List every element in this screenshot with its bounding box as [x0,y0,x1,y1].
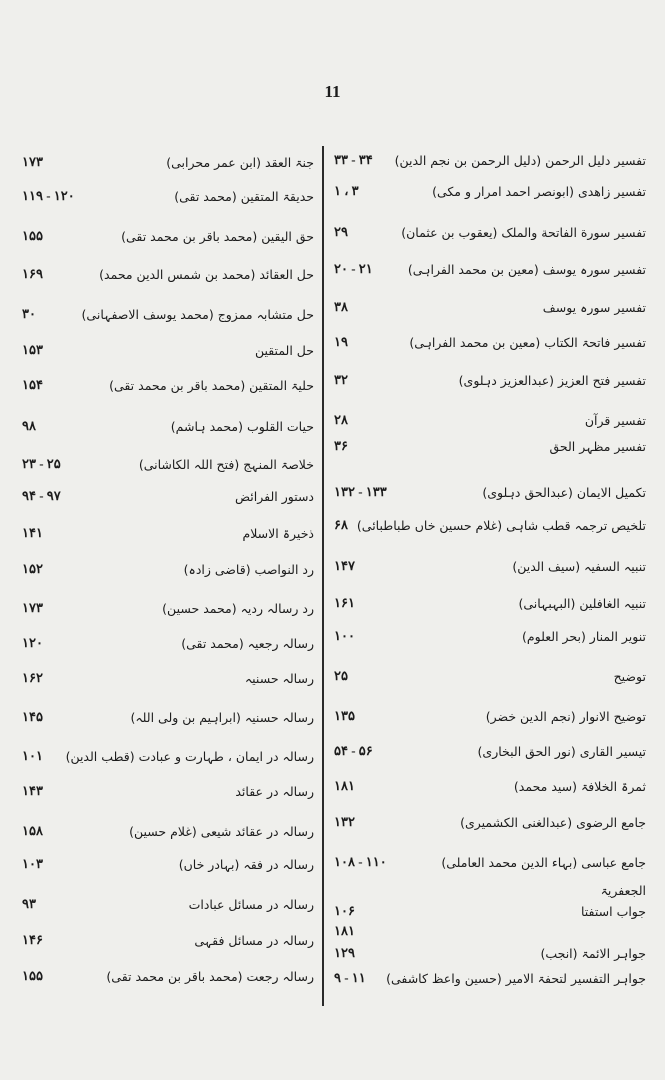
entry-page-ref: ۱۵۸ [22,823,43,838]
index-entry [22,180,314,212]
index-entry [22,553,314,585]
index-entry [334,660,646,692]
entry-title: رسالہ در عقائد [235,783,314,799]
entry-page-ref: ۶۸ [334,517,348,532]
entry-page-ref: ۱۰۳ [22,856,43,871]
index-entry [22,960,314,992]
index-entry [22,662,314,694]
entry-page-ref: ۱۶۲ [22,670,43,685]
entry-title: تیسیر القاری (نور الحق البخاری) [477,743,646,759]
index-entry [22,410,314,442]
entry-page-ref: ۱ ، ۳ [334,183,359,198]
index-entry [22,220,314,252]
index-entry [22,258,314,290]
entry-page-ref: ۹۳ [22,896,36,911]
index-entry [22,448,314,480]
entry-title: جنۃ العقد (ابن عمر محرابی) [166,154,314,170]
entry-page-ref: ۱۴۳ [22,783,43,798]
index-entry [334,806,646,838]
entry-page-ref: ۱۷۳ [22,600,43,615]
entry-page-ref: ۲۳ - ۲۵ [22,456,61,471]
entry-page-ref: ۱۵۳ [22,342,43,357]
entry-title: الجعفریۃ [600,882,646,898]
index-entry [334,253,646,285]
entry-title: تنبیہ السفیہ (سیف الدین) [512,558,646,574]
entry-title: حیات القلوب (محمد ہاشم) [170,418,314,434]
entry-title: حل متشابہ ممزوج (محمد یوسف الاصفہانی) [81,306,314,322]
entry-title: رسالہ در مسائل فقہی [194,932,314,948]
entry-title: رسالہ در مسائل عبادات [188,896,314,912]
entry-title: جامع الرضوی (عبدالغنی الکشمیری) [460,814,646,830]
entry-page-ref: ۱۴۶ [22,932,43,947]
entry-title: رد رسالہ ردیہ (محمد حسین) [162,600,314,616]
entry-page-ref: ۳۶ [334,438,348,453]
index-entry [334,700,646,732]
entry-title: ثمرۃ الخلافۃ (سید محمد) [513,778,646,794]
entry-page-ref: ۱۴۷ [334,558,355,573]
index-entry [334,216,646,248]
entry-title: تفسیر فتح العزیز (عبدالعزیز دہلوی) [458,372,646,388]
entry-title: تفسیر قرآن [584,412,646,428]
entry-title: رسالہ در ایمان ، طہارت و عبادت (قطب الدین) [65,748,314,764]
entry-page-ref: ۲۸ [334,412,348,427]
entry-page-ref: ۳۳ - ۳۴ [334,152,373,167]
entry-page-ref: ۱۵۴ [22,377,43,392]
index-entry [334,476,646,508]
entry-page-ref: ۱۸۱ [334,778,355,793]
entry-title: تنبیہ الغافلین (البہبہانی) [518,595,646,611]
index-entry [334,326,646,358]
index-entry [22,517,314,549]
entry-title: حلیۃ المتقین (محمد باقر بن محمد تقی) [109,377,314,393]
entry-title: رسالہ رجعت (محمد باقر بن محمد تقی) [106,968,314,984]
entry-title: ذخیرۃ الاسلام [242,525,314,541]
entry-page-ref: ۱۶۱ [334,595,355,610]
entry-title: حل العقائد (محمد بن شمس الدین محمد) [99,266,314,282]
entry-page-ref: ۳۰ [22,306,36,321]
index-entry [22,848,314,880]
index-entry [334,430,646,462]
entry-page-ref: ۱۳۲ [334,814,355,829]
index-entry [22,815,314,847]
index-entry [334,962,646,994]
entry-title: حق الیقین (محمد باقر بن محمد تقی) [121,228,314,244]
index-entry [334,587,646,619]
index-entry [334,770,646,802]
entry-page-ref: ۹۴ - ۹۷ [22,488,61,503]
entry-title: تفسیر فاتحۃ الکتاب (معین بن محمد الفراہی) [409,334,646,350]
entry-page-ref: ۵۴ - ۵۶ [334,743,373,758]
index-entry [22,888,314,920]
index-entry [22,740,314,772]
entry-title: رسالہ حسنیہ [244,670,314,686]
entry-page-ref: ۱۴۱ [22,525,43,540]
entry-page-ref: ۱۳۲ - ۱۳۳ [334,484,387,499]
entry-page-ref: ۱۶۹ [22,266,43,281]
index-entry [334,620,646,652]
entry-title: خلاصۃ المنہج (فتح اللہ الکاشانی) [138,456,314,472]
entry-title: تفسیر سورة الفاتحة والملک (یعقوب بن عثمان) [401,224,646,240]
index-entry [22,627,314,659]
index-entry [22,592,314,624]
entry-title: رسالہ در فقہ (بہادر خاں) [178,856,314,872]
index-entry [22,369,314,401]
entry-title: جواہر الائمۃ (انجب) [540,945,646,961]
entry-title: توضیح [613,668,646,684]
entry-page-ref: ۱۹ [334,334,348,349]
entry-page-ref: ۱۴۵ [22,709,43,724]
index-entry [22,924,314,956]
entry-title: رسالہ رجعیہ (محمد تقی) [181,635,314,651]
entry-title: رسالہ در عقائد شیعی (غلام حسین) [129,823,314,839]
entry-page-ref: ۳۲ [334,372,348,387]
entry-title: جامع عباسی (بہاء الدین محمد العاملی) [441,854,646,870]
index-entry [22,775,314,807]
entry-title: حل المتقین [254,342,314,358]
entry-page-ref: ۱۲۹ [334,945,355,960]
entry-title: تکمیل الایمان (عبدالحق دہلوی) [482,484,646,500]
entry-page-ref: ۱۲۰ [22,635,43,650]
index-entry [334,735,646,767]
entry-title: رد النواصب (قاضی زادہ) [183,561,314,577]
entry-page-ref: ۲۵ [334,668,348,683]
entry-page-ref: ۳۸ [334,299,348,314]
entry-page-ref: ۱۳۵ [334,708,355,723]
index-entry [334,509,646,541]
index-entry [22,298,314,330]
entry-page-ref: ۱۸۱ [334,923,355,938]
index-entry [334,144,646,176]
column-divider [322,146,324,1006]
entry-page-ref: ۱۰۱ [22,748,43,763]
entry-page-ref: ۲۰ - ۲۱ [334,261,373,276]
entry-page-ref: ۹ - ۱۱ [334,970,366,985]
entry-title: تفسیر دلیل الرحمن (دلیل الرحمن بن نجم الدین) [394,152,646,168]
entry-page-ref: ۱۵۵ [22,228,43,243]
entry-title: تفسیر سورہ یوسف [542,299,646,315]
entry-page-ref: ۱۰۰ [334,628,355,643]
entry-page-ref: ۱۷۳ [22,154,43,169]
index-entry [22,480,314,512]
entry-title: توضیح الانوار (نجم الدین خضر) [485,708,646,724]
entry-page-ref: ۱۰۸ - ۱۱۰ [334,854,387,869]
entry-title: حدیقۃ المتقین (محمد تقی) [174,188,314,204]
entry-title: تلخیص ترجمہ قطب شاہی (غلام حسین خاں طباطبائی) [356,517,646,533]
index-entry [334,550,646,582]
entry-title: جواب استفتا [580,903,646,919]
entry-title: جواہر التفسیر لتحفۃ الامیر (حسین واعظ کاشفی) [386,970,646,986]
index-entry [22,701,314,733]
entry-page-ref: ۱۰۶ [334,903,355,918]
index-entry [22,146,314,178]
index-entry [334,291,646,323]
entry-page-ref: ۹۸ [22,418,36,433]
entry-page-ref: ۱۱۹ - ۱۲۰ [22,188,75,203]
entry-page-ref: ۲۹ [334,224,348,239]
index-entry [22,334,314,366]
page-number: 11 [324,82,341,101]
index-entry [334,364,646,396]
entry-page-ref: ۱۵۲ [22,561,43,576]
entry-title: تفسیر مظہر الحق [549,438,646,454]
entry-page-ref: ۱۵۵ [22,968,43,983]
entry-title: دستور الفرائض [234,488,314,504]
entry-title: تنویر المنار (بحر العلوم) [522,628,646,644]
entry-title: تفسیر زاهدی (ابونصر احمد امرار و مکی) [432,183,646,199]
index-entry [334,175,646,207]
entry-title: تفسیر سورہ یوسف (معین بن محمد الفراہی) [407,261,646,277]
entry-title: رسالہ حسنیہ (ابراہیم بن ولی اللہ) [130,709,314,725]
